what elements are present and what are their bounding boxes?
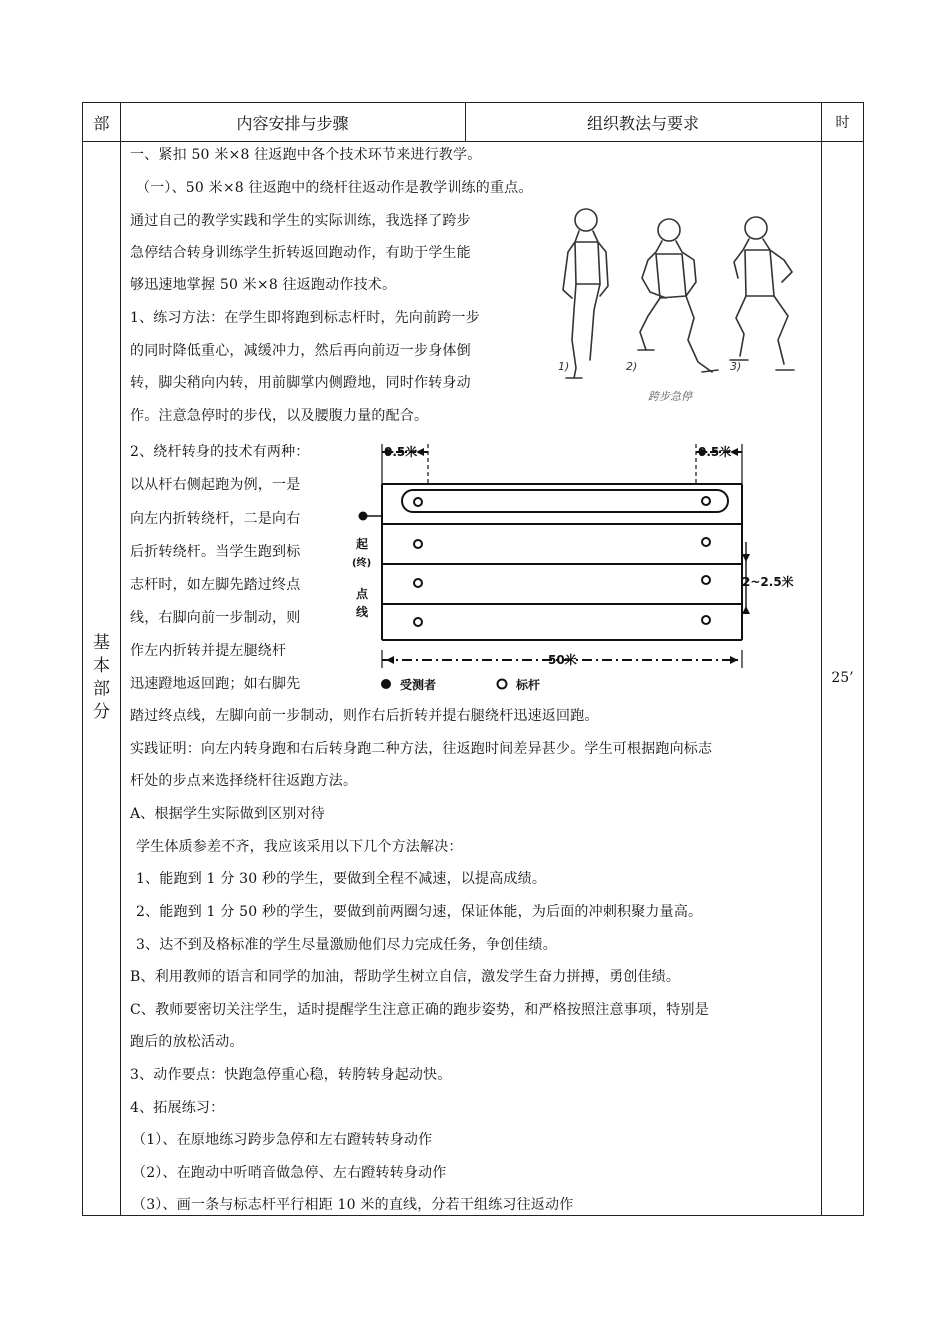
text-line: 跑后的放松活动。 [130,1034,244,1050]
header-divider [83,141,863,142]
spacing-label: 2~2.5米 [742,575,794,589]
text-line: （一）、50 米×8 往返跑中的绕杆往返动作是教学训练的重点。 [136,180,533,196]
text-line: （1）、在原地练习跨步急停和左右蹬转转身动作 [132,1132,433,1148]
shuttle-course-diagram [350,438,810,696]
text-line: 后折转绕杆。当学生跑到标 [130,544,301,560]
section-label [83,141,120,1215]
text-line: 实践证明：向左内转身跑和右后转身跑二种方法，往返跑时间差异甚少。学生可根据跑向标志 [130,741,713,757]
section-char: 本 [93,656,110,676]
header-divider-mid [465,103,466,141]
text-line: 3、达不到及格标准的学生尽量激励他们尽力完成任务，争创佳绩。 [136,937,557,953]
length-label: 50米 [548,653,577,667]
header-method: 组织教法与要求 [586,113,699,133]
text-line: 杆处的步点来选择绕杆往返跑方法。 [130,773,358,789]
line-label: 点 [356,587,369,601]
text-line: 2、绕杆转身的技术有两种： [130,444,310,460]
figure-caption: 跨步急停 [648,390,692,403]
text-line: C、教师要密切关注学生，适时提醒学生注意正确的跑步姿势，和严格按照注意事项，特别是 [130,1002,709,1018]
text-line: 线，右脚向前一步制动，则 [130,610,301,626]
text-line: 急停结合转身训练学生折转返回跑动作，有助于学生能 [130,245,471,261]
text-line: 4、拓展练习： [130,1100,225,1116]
text-line: 一、紧扣 50 米×8 往返跑中各个技术环节来进行教学。 [130,147,482,163]
text-line: 的同时降低重心，减缓冲力，然后再向前迈一步身体倒 [130,343,471,359]
dimension-label: 0.5米 [384,445,418,459]
header-part: 部 [93,113,110,133]
text-line: 转，脚尖稍向内转，用前脚掌内侧蹬地，同时作转身动 [130,375,471,391]
line-label: 起 [356,537,369,551]
line-label: (终) [352,558,372,569]
section-char: 部 [93,679,110,699]
text-line: 学生体质参差不齐，我应该采用以下几个方法解决： [136,839,463,855]
text-line: 志杆时，如左脚先踏过终点 [130,577,301,593]
legend-runner: 受测者 [400,678,437,692]
line-label: 线 [356,605,369,619]
time-value: 25’ [831,670,854,686]
text-line: （2）、在跑动中听哨音做急停、左右蹬转转身动作 [132,1165,447,1181]
text-line: 向左内折转绕杆，二是向右 [130,511,301,527]
section-char: 基 [93,633,110,653]
text-line: 以从杆右侧起跑为例，一是 [130,477,301,493]
step-stop-illustration [548,200,816,412]
section-char: 分 [93,702,110,722]
text-line: 2、能跑到 1 分 50 秒的学生，要做到前两圈匀速，保证体能，为后面的冲刺积聚力量高。 [136,904,703,920]
legend-pole: 标杆 [516,678,541,692]
text-line: 作左内折转并提左腿绕杆 [130,643,287,659]
header-content: 内容安排与步骤 [236,113,349,133]
text-line: （3）、画一条与标志杆平行相距 10 米的直线，分若干组练习往返动作 [132,1197,574,1213]
text-line: 作。注意急停时的步伐，以及腰腹力量的配合。 [130,408,429,424]
text-line: 够迅速地掌握 50 米×8 往返跑动作技术。 [130,277,397,293]
text-line: 3、动作要点：快跑急停重心稳，转胯转身起动快。 [130,1067,452,1083]
text-line: A、根据学生实际做到区别对待 [130,806,325,822]
header-time: 时 [835,115,850,131]
figure-label: 2) [626,360,638,373]
text-line: 1、能跑到 1 分 30 秒的学生，要做到全程不减速，以提高成绩。 [136,871,547,887]
dimension-label: 0.5米 [698,445,732,459]
text-line: 通过自己的教学实践和学生的实际训练，我选择了跨步 [130,213,471,229]
column-divider [120,103,121,1215]
text-line: 迅速蹬地返回跑；如右脚先 [130,676,301,692]
figure-label: 1) [558,360,570,373]
figure-label: 3) [730,360,742,373]
text-line: 踏过终点线，左脚向前一步制动，则作右后折转并提右腿绕杆迅速返回跑。 [130,708,599,724]
text-line: 1、练习方法：在学生即将跑到标志杆时，先向前跨一步 [130,310,480,326]
text-line: B、利用教师的语言和同学的加油，帮助学生树立自信，激发学生奋力拼搏，勇创佳绩。 [130,969,681,985]
